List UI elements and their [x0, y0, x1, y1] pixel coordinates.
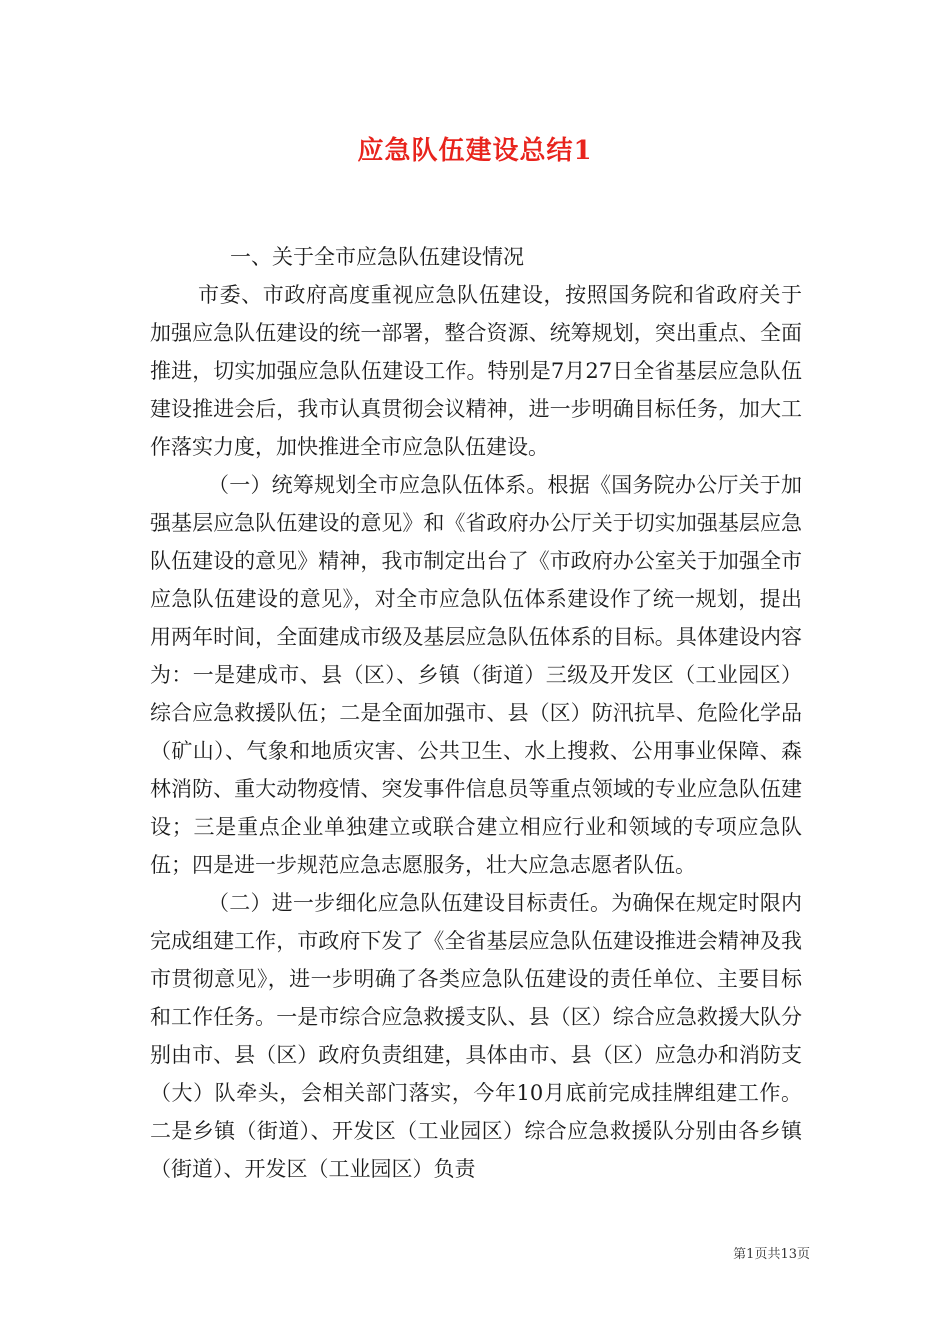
paragraph-3: （二）进一步细化应急队伍建设目标责任。为确保在规定时限内完成组建工作，市政府下发了《全省基层应急队伍建设推进会精神及我市贯彻意见》，进一步明确了各类应急队伍建设的责任单位、主要目标和工作任务。一是市综合应急救援支队、县（区）综合应急救援大队分别由市、县（区）政府负责组建，具体由市、县（区）应急办和消防支（大）队牵头，会相关部门落实，今年10月底前完成挂牌组建工作。二是乡镇（街道）、开发区（工业园区）综合应急救援队分别由各乡镇（街道）、开发区（工业园区）负责 [150, 891, 802, 1181]
paragraph-2: （一）统筹规划全市应急队伍体系。根据《国务院办公厅关于加强基层应急队伍建设的意见》和《省政府办公厅关于切实加强基层应急队伍建设的意见》精神，我市制定出台了《市政府办公室关于加强全市应急队伍建设的意见》，对全市应急队伍体系建设作了统一规划，提出用两年时间，全面建成市级及基层应急队伍体系的目标。具体建设内容为：一是建成市、县（区）、乡镇（街道）三级及开发区（工业园区）综合应急救援队伍；二是全面加强市、县（区）防汛抗旱、危险化学品（矿山）、气象和地质灾害、公共卫生、水上搜救、公用事业保障、森林消防、重大动物疫情、突发事件信息员等重点领域的专业应急队伍建设；三是重点企业单独建立或联合建立相应行业和领域的专项应急队伍；四是进一步规范应急志愿服务，壮大应急志愿者队伍。 [150, 473, 802, 877]
document-body [150, 238, 802, 1188]
paragraph-1: 市委、市政府高度重视应急队伍建设，按照国务院和省政府关于加强应急队伍建设的统一部署，整合资源、统筹规划，突出重点、全面推进，切实加强应急队伍建设工作。特别是7月27日全省基层应急队伍建设推进会后，我市认真贯彻会议精神，进一步明确目标任务，加大工作落实力度，加快推进全市应急队伍建设。 [150, 283, 802, 459]
document-title: 应急队伍建设总结1 [357, 136, 593, 166]
section-heading: 一、关于全市应急队伍建设情况 [230, 245, 524, 269]
page-number-footer: 第1页共13页 [733, 1247, 810, 1262]
